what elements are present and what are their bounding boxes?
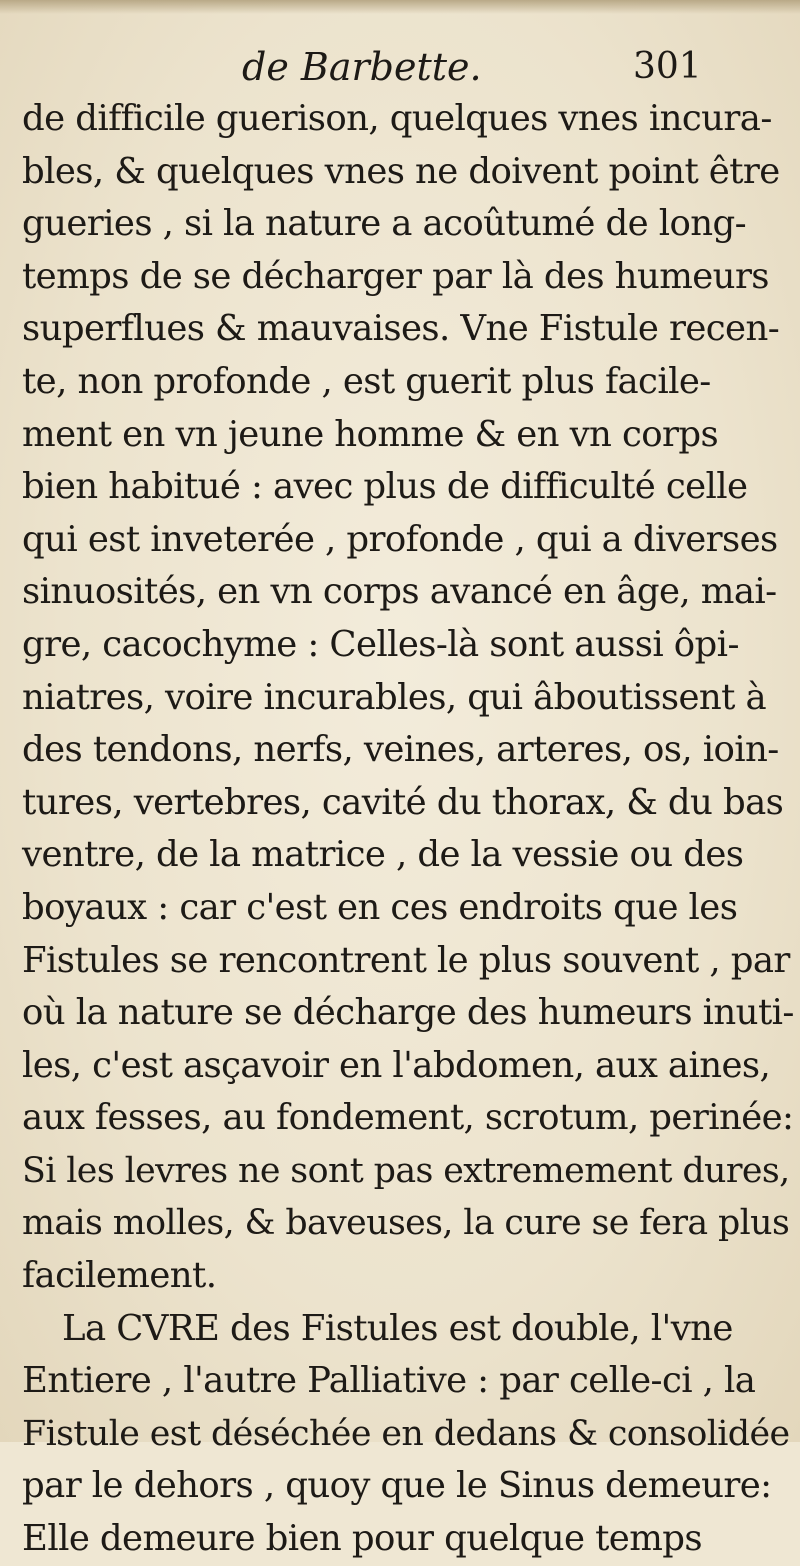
text-line: où la nature se décharge des humeurs inuti- bbox=[22, 992, 794, 1034]
text-line: bles, & quelques vnes ne doivent point être bbox=[22, 150, 780, 192]
text-line: Si les levres ne sont pas extremement dures, bbox=[22, 1150, 790, 1191]
page-edge-shadow bbox=[0, 0, 800, 14]
text-line: gre, cacochyme : Celles-là sont aussi ôpi- bbox=[22, 623, 739, 665]
text-line: aux fesses, au fondement, scrotum, perinée: bbox=[22, 1097, 794, 1139]
text-line: les, c'est asçavoir en l'abdomen, aux aines, bbox=[22, 1044, 771, 1086]
text-line: Fistules se rencontrent le plus souvent , par bbox=[22, 939, 790, 981]
text-line: ventre, de la matrice , de la vessie ou des bbox=[22, 834, 744, 876]
text-line: tures, vertebres, cavité du thorax, & du bas bbox=[22, 781, 784, 823]
text-line: Entiere , l'autre Palliative : par celle-ci , la bbox=[22, 1360, 756, 1402]
text-line: des tendons, nerfs, veines, arteres, os, ioin- bbox=[22, 729, 779, 771]
text-line: bien habitué : avec plus de difficulté celle bbox=[22, 466, 748, 508]
text-line: Elle demeure bien pour quelque temps bbox=[22, 1518, 703, 1560]
text-line: facilement. bbox=[22, 1255, 217, 1297]
paragraph-first-line: La CVRE des Fistules est double, l'vne bbox=[62, 1307, 733, 1349]
text-line: ment en vn jeune homme & en vn corps bbox=[22, 413, 719, 455]
text-line: gueries , si la nature a acoûtumé de long- bbox=[22, 203, 747, 245]
text-line: Fistule est déséchée en dedans & consolidée bbox=[22, 1413, 790, 1454]
text-line: niatres, voire incurables, qui âboutissent à bbox=[22, 676, 767, 718]
text-line: par le dehors , quoy que le Sinus demeure: bbox=[22, 1465, 772, 1507]
text-line: sinuosités, en vn corps avancé en âge, mai- bbox=[22, 571, 777, 613]
text-line: te, non profonde , est guerit plus facile- bbox=[22, 360, 711, 402]
text-line: de difficile guerison, quelques vnes incura- bbox=[22, 98, 772, 139]
text-line: superflues & mauvaises. Vne Fistule recen- bbox=[22, 308, 780, 350]
text-line: qui est inveterée , profonde , qui a diverses bbox=[22, 518, 778, 560]
running-title: de Barbette. bbox=[242, 45, 482, 89]
text-line: temps de se décharger par là des humeurs bbox=[22, 255, 769, 297]
body-text bbox=[22, 93, 798, 1566]
text-line: boyaux : car c'est en ces endroits que les bbox=[22, 886, 738, 928]
text-line: mais molles, & baveuses, la cure se fera plus bbox=[22, 1203, 790, 1244]
page-header bbox=[0, 42, 800, 92]
page-number: 301 bbox=[633, 46, 702, 87]
